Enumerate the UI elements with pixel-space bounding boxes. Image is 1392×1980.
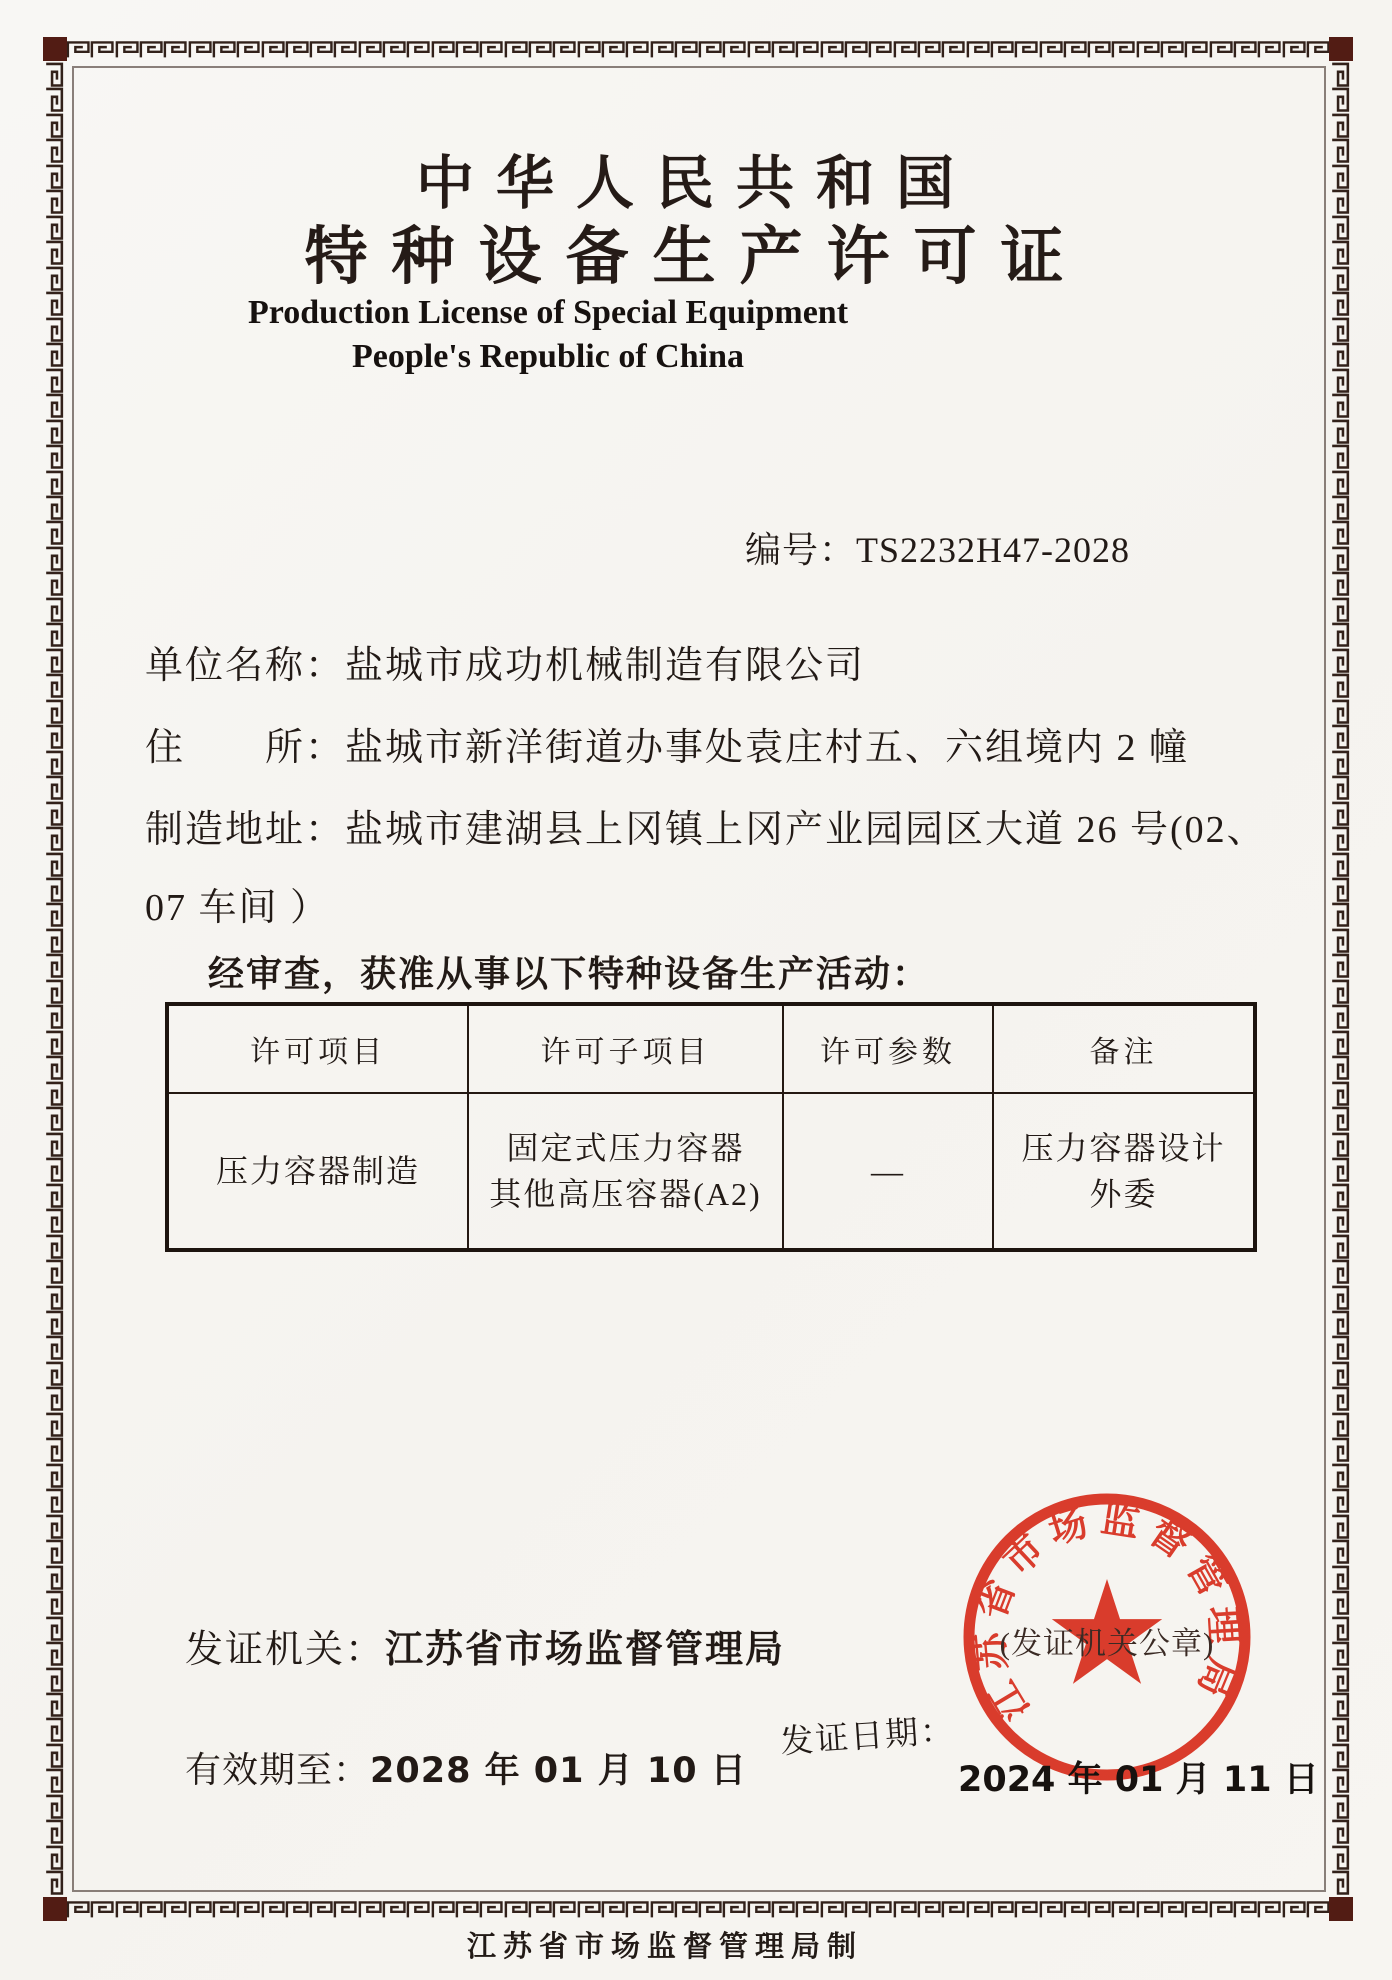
border-corner-icon <box>1329 1897 1353 1921</box>
meander-border-bottom <box>66 1898 1330 1920</box>
field-address-label: 住 所： <box>145 727 346 769</box>
header-permit-parameter: 许可参数 <box>783 1004 993 1093</box>
field-mfg-address-line2: 07 车间 ） <box>145 887 331 929</box>
license-number <box>745 522 1130 573</box>
field-address <box>145 716 1189 771</box>
cell-permit-item: 压力容器制造 <box>167 1093 468 1250</box>
license-number-value: TS2232H47-2028 <box>856 530 1130 570</box>
valid-until-line <box>185 1742 747 1793</box>
cell-permit-subitem-line1: 固定式压力容器 <box>506 1129 745 1166</box>
license-table <box>165 1002 1257 1252</box>
table-header-row <box>167 1004 1255 1093</box>
meander-border-right <box>1330 62 1352 1896</box>
cell-remark <box>993 1093 1255 1250</box>
seal-arc-text: 江苏省市场监督管理局 <box>966 1495 1248 1729</box>
valid-until-label: 有效期至： <box>185 1750 371 1790</box>
seal-overlay-caption: (发证机关公章) <box>999 1626 1215 1661</box>
field-mfg-address <box>145 798 1267 853</box>
border-corner-icon <box>43 37 67 61</box>
table-row <box>167 1093 1255 1250</box>
title-en-line2: People's Republic of China <box>352 338 744 375</box>
field-unit-name <box>145 634 865 689</box>
title-cn-line1: 中华人民共和国 <box>415 149 976 217</box>
issuer-value: 江苏省市场监督管理局 <box>385 1629 786 1671</box>
field-mfg-address-value: 盐城市建湖县上冈镇上冈产业园园区大道 26 号(02、 <box>345 809 1267 851</box>
header-permit-subitem: 许可子项目 <box>468 1004 783 1093</box>
cell-remark-line2: 外委 <box>1089 1176 1158 1212</box>
title-en-line1: Production License of Special Equipment <box>247 294 849 331</box>
cell-permit-parameter: — <box>783 1093 993 1250</box>
issue-date-value: 2024 年 01 月 11 日 <box>958 1760 1319 1800</box>
field-mfg-address-label: 制造地址： <box>145 809 346 851</box>
field-unit-name-value: 盐城市成功机械制造有限公司 <box>345 645 866 687</box>
issuer-line <box>185 1618 785 1673</box>
issue-date-label: 发证日期： <box>779 1712 957 1762</box>
border-corner-icon <box>43 1897 67 1921</box>
valid-until-date: 2028 年 01 月 10 日 <box>370 1751 747 1791</box>
cell-permit-subitem-line2: 其他高压容器(A2) <box>489 1176 762 1212</box>
meander-border-top <box>66 38 1330 60</box>
cell-permit-subitem <box>468 1093 783 1250</box>
border-corner-icon <box>1329 37 1353 61</box>
field-address-value: 盐城市新洋街道办事处袁庄村五、六组境内 2 幢 <box>345 727 1190 769</box>
intro-statement: 经审查，获准从事以下特种设备生产活动： <box>208 954 931 994</box>
cell-remark-line1: 压力容器设计 <box>1021 1129 1226 1166</box>
header-permit-item: 许可项目 <box>167 1004 468 1093</box>
header-remark: 备注 <box>993 1004 1255 1093</box>
footer-made-by: 江苏省市场监督管理局制 <box>466 1931 863 1963</box>
field-unit-name-label: 单位名称： <box>145 645 346 687</box>
license-number-label: 编号： <box>744 530 856 570</box>
issuer-label: 发证机关： <box>185 1629 386 1671</box>
title-cn-line2: 特种设备生产许可证 <box>304 220 1088 293</box>
